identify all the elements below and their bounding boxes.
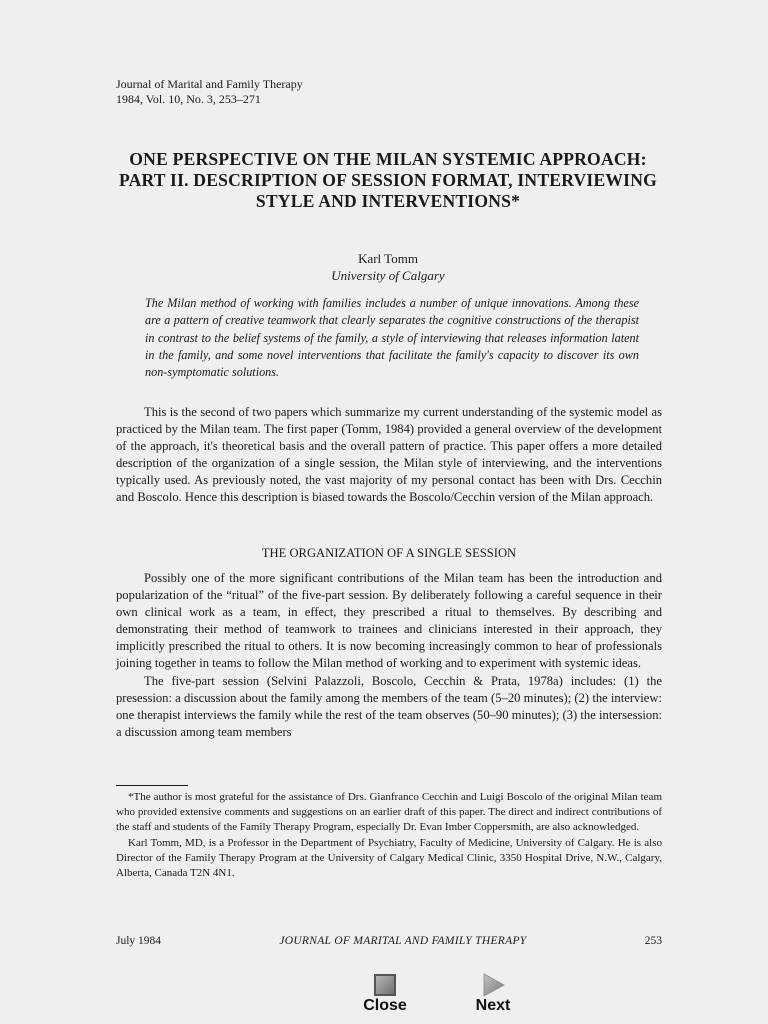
- paragraph: Possibly one of the more significant contributions of the Milan team has been the introduction and popularization of the “ritual” of the five-part session. By deliberately following a careful sequence in their own clinical work as a team, in effect, they prescribed a ritual to themselves. By describing and demonstrating their method of teamwork to trainees and clinicians interested in their approach, they implicitly prescribed the ritual to others. It is now becoming increasingly common to hear of professionals joining together in teams to follow the Milan method of working and to experiment with systemic ideas.: [116, 571, 662, 671]
- footnote-divider: [116, 785, 188, 786]
- paragraph: This is the second of two papers which summarize my current understanding of the systemic model as practiced by the Milan team. The first paper (Tomm, 1984) provided a general overview of the development of the approach, it's theoretical basis and the overall pattern of practice. This paper offers a more detailed description of the organization of a single session, the Milan style of interviewing, and the interventions typically used. As previously noted, the vast majority of my personal contact has been with Drs. Cecchin and Boscolo. Hence this description is biased towards the Boscolo/Cecchin version of the Milan approach.: [116, 405, 662, 505]
- next-label: Next: [475, 997, 511, 1014]
- close-square-icon: [373, 973, 397, 997]
- section-heading: THE ORGANIZATION OF A SINGLE SESSION: [261, 546, 517, 560]
- page-number: 253: [644, 935, 662, 947]
- close-label: Close: [363, 997, 407, 1014]
- paragraph: The five-part session (Selvini Palazzoli, Boscolo, Cecchin & Prata, 1978a) includes: (1) the presession: a discussion about the family among the members of the team (5–20 minutes); (2) the interview: one therapist interviews the family while the rest of the team observes (50–90 minutes); (3) the intersession: a discussion among team members: [116, 673, 662, 739]
- footer-journal: JOURNAL OF MARITAL AND FAMILY THERAPY: [279, 935, 527, 947]
- next-button[interactable]: [466, 973, 520, 1021]
- journal-name: Journal of Marital and Family Therapy: [116, 77, 303, 91]
- close-button[interactable]: [358, 973, 412, 1021]
- session-section: [116, 570, 662, 741]
- footnote-author-bio: Karl Tomm, MD, is a Professor in the Department of Psychiatry, Faculty of Medicine, University of Calgary. He is also Director of the Family Therapy Program at the University of Calgary Medical Clinic, 3350 Hospital Drive, N.W., Calgary, Alberta, Canada T2N 4N1.: [116, 836, 662, 880]
- author-block: [116, 250, 660, 284]
- next-arrow-icon: [481, 973, 505, 997]
- article-title: ONE PERSPECTIVE ON THE MILAN SYSTEMIC APPROACH: PART II. DESCRIPTION OF SESSION FORMAT, INTERVIEWING STYLE AND INTERVENTIONS*: [118, 149, 658, 211]
- abstract: The Milan method of working with families includes a number of unique innovations. Among these are a pattern of creative teamwork that clearly separates the cognitive constructions of the therapist in contrast to the belief systems of the family, a style of interviewing that releases information latent in the family, and some novel interventions that facilitate the family's capacity to discover its own non-symptomatic solutions.: [145, 296, 639, 380]
- footer-date: July 1984: [116, 935, 162, 947]
- footnote-acknowledgment: *The author is most grateful for the assistance of Drs. Gianfranco Cecchin and Luigi Boscolo of the original Milan team who provided extensive comments and suggestions on an earlier draft of this paper. The direct and indirect contributions of the staff and students of the Family Therapy Program, especially Dr. Evan Imber Coppersmith, are also acknowledged.: [116, 791, 662, 834]
- author-name: Karl Tomm: [358, 251, 418, 266]
- author-affiliation: University of Calgary: [331, 268, 445, 283]
- journal-volume: 1984, Vol. 10, No. 3, 253–271: [116, 92, 261, 106]
- intro-section: [116, 404, 662, 507]
- page-footer: [116, 935, 662, 947]
- journal-citation: [116, 77, 303, 107]
- footnotes: [116, 790, 662, 881]
